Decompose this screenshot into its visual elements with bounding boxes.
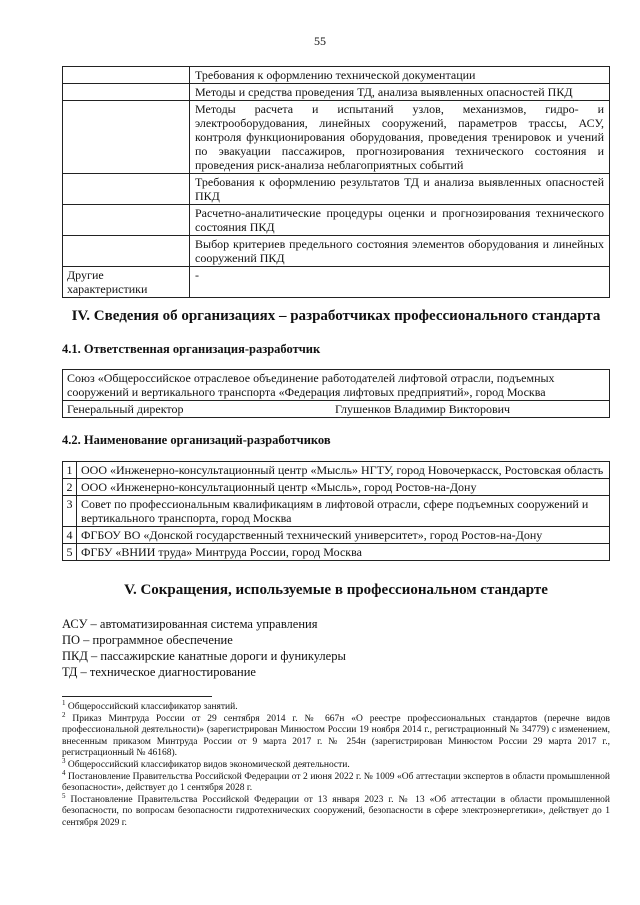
- list-item: ПКД – пассажирские канатные дороги и фуникулеры: [62, 649, 346, 663]
- table-cell-label: [63, 205, 190, 236]
- footnote-number: 4: [62, 768, 66, 777]
- table-row: [63, 101, 610, 174]
- abbreviations-list: [62, 616, 346, 680]
- director-position: Генеральный директор: [67, 402, 184, 416]
- responsible-org-table: [62, 369, 610, 418]
- developer-name: ООО «Инженерно-консультационный центр «Мысль» НГТУ, город Новочеркасск, Ростовская область: [77, 462, 610, 479]
- developer-name: ООО «Инженерно-консультационный центр «Мысль», город Ростов-на-Дону: [77, 479, 610, 496]
- director-line: [67, 402, 605, 416]
- section4-1-heading: 4.1. Ответственная организация-разработчик: [62, 342, 321, 356]
- director-cell: [63, 401, 610, 418]
- footnote-text: Общероссийский классификатор видов экономической деятельности.: [67, 759, 350, 770]
- table-row: [63, 236, 610, 267]
- table-cell-label: [63, 174, 190, 205]
- footnote: [62, 791, 610, 830]
- footnote-number: 1: [62, 698, 66, 707]
- footnote-number: 5: [62, 791, 66, 800]
- page-number: 55: [314, 34, 326, 48]
- table-cell-text: Методы расчета и испытаний узлов, механизмов, гидро- и электрооборудования, линейных сооружений, параметров трассы, АСУ, контроля функционирования оборудования, проведения тренировок и учений по эвакуации пассажиров, прогнозирования технического состояния и проведения риск-анализа неблагоприятных событий: [190, 101, 610, 174]
- table-cell-text: -: [190, 267, 610, 298]
- table-row: [63, 479, 610, 496]
- footnote: [62, 710, 610, 760]
- list-item: АСУ – автоматизированная система управления: [62, 617, 318, 631]
- director-name: Глушенков Владимир Викторович: [335, 402, 511, 416]
- row-number: 3: [63, 496, 77, 527]
- developer-name: ФГБОУ ВО «Донской государственный технический университет», город Ростов-на-Дону: [77, 527, 610, 544]
- table-row: [63, 67, 610, 84]
- developer-name: Совет по профессиональным квалификациям в лифтовой отрасли, сфере подъемных сооружений и вертикального транспорта, город Москва: [77, 496, 610, 527]
- section5-title: V. Сокращения, используемые в профессиональном стандарте: [124, 582, 548, 598]
- table-row: [63, 84, 610, 101]
- row-number: 2: [63, 479, 77, 496]
- row-number: 4: [63, 527, 77, 544]
- table-cell-text: Требования к оформлению результатов ТД и анализа выявленных опасностей ПКД: [190, 174, 610, 205]
- table-row: [63, 527, 610, 544]
- table-cell-label: [63, 101, 190, 174]
- table-cell-label: [63, 84, 190, 101]
- section4-title: IV. Сведения об организациях – разработчиках профессионального стандарта: [71, 308, 601, 324]
- section4-2-heading: 4.2. Наименование организаций-разработчиков: [62, 433, 331, 447]
- list-item: ПО – программное обеспечение: [62, 633, 233, 647]
- table-cell-text: Требования к оформлению технической документации: [190, 67, 610, 84]
- table-row: [63, 496, 610, 527]
- footnote: [62, 756, 610, 772]
- table-row: [63, 370, 610, 401]
- footnote-text: Приказ Минтруда России от 29 сентября 2014 г. № 667н «О реестре профессиональных стандартов (перечне видов профессиональной деятельности)» (зарегистрирован Минюстом России 19 ноября 2014 г., регистрационный № 34779) с изменением, внесенным приказом Минтруда России от 9 марта 2017 г. № 254н (зарегистрирован Минюстом России 29 марта 2017 г., регистрационный № 46168).: [62, 713, 610, 759]
- footnote-text: Общероссийский классификатор занятий.: [67, 702, 238, 712]
- table-cell-text: Расчетно-аналитические процедуры оценки и прогнозирования технического состояния ПКД: [190, 205, 610, 236]
- footnote: [62, 698, 610, 714]
- table-cell-label: [63, 236, 190, 267]
- table-row: [63, 267, 610, 298]
- row-number: 1: [63, 462, 77, 479]
- developers-table: [62, 461, 610, 561]
- table-row: [63, 544, 610, 561]
- table-cell-text: Методы и средства проведения ТД, анализа выявленных опасностей ПКД: [190, 84, 610, 101]
- table-row: [63, 401, 610, 418]
- footnote-text: Постановление Правительства Российской Федерации от 13 января 2023 г. № 13 «Об аттестации в области промышленной безопасности, по вопросам безопасности гидротехнических сооружений, безопасности в сфере электроэнергетики», действует до 1 сентября 2029 г.: [62, 794, 610, 828]
- developer-name: ФГБУ «ВНИИ труда» Минтруда России, город Москва: [77, 544, 610, 561]
- footnotes: [62, 698, 611, 830]
- org-name: Союз «Общероссийское отраслевое объединение работодателей лифтовой отрасли, подъемных сооружений и вертикального транспорта «Федерация лифтовых предприятий», город Москва: [63, 370, 610, 401]
- footnote-number: 2: [62, 710, 66, 719]
- footnote-divider: [62, 696, 212, 697]
- table-cell-label: [63, 67, 190, 84]
- footnote-number: 3: [62, 756, 66, 765]
- table-row: [63, 205, 610, 236]
- row-number: 5: [63, 544, 77, 561]
- table-cell-text: Выбор критериев предельного состояния элементов оборудования и линейных сооружений ПКД: [190, 236, 610, 267]
- footnote: [62, 768, 611, 795]
- list-item: ТД – техническое диагностирование: [62, 665, 256, 679]
- table-row: [63, 462, 610, 479]
- footnote-text: Постановление Правительства Российской Федерации от 2 июня 2022 г. № 1009 «Об аттестации экспертов в области промышленной безопасности», действует до 1 сентября 2028 г.: [62, 771, 611, 794]
- table-cell-label: Другие характеристики: [63, 267, 190, 298]
- table-row: [63, 174, 610, 205]
- knowledge-table: [62, 66, 610, 298]
